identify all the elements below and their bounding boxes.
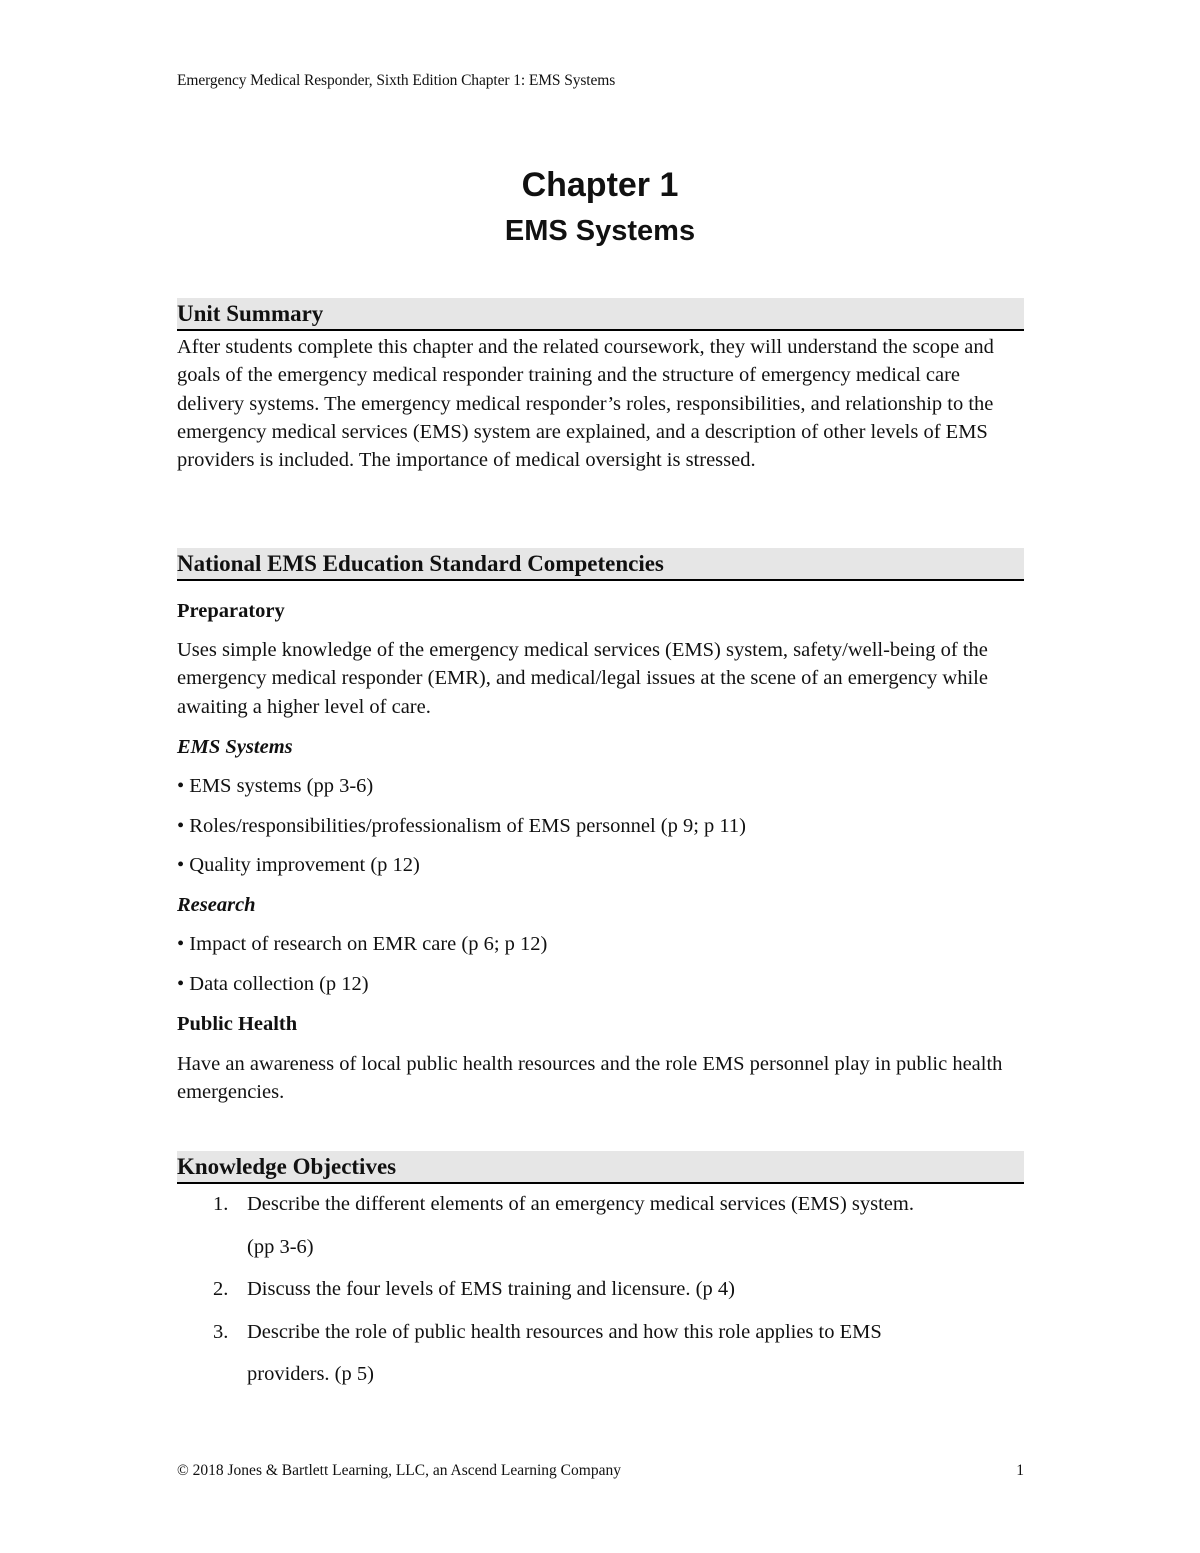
knowledge-objectives-heading: Knowledge Objectives xyxy=(177,1151,1024,1184)
preparatory-heading-wrap xyxy=(177,597,1024,625)
competencies-section xyxy=(177,548,1024,581)
objective-number: 2. xyxy=(213,1278,229,1300)
list-item xyxy=(177,1311,1024,1396)
objective-text: Describe the role of public health resources and how this role applies to EMS xyxy=(247,1320,882,1343)
ems-bullet-wrap-3 xyxy=(177,851,1024,879)
objective-text: Discuss the four levels of EMS training and licensure. (p 4) xyxy=(247,1278,735,1300)
competencies-heading: National EMS Education Standard Competencies xyxy=(177,548,1024,581)
research-heading: Research xyxy=(177,894,256,916)
chapter-title: Chapter 1 xyxy=(521,166,679,204)
ems-bullet-wrap-2 xyxy=(177,812,1024,840)
list-item xyxy=(177,1268,1024,1311)
preparatory-text: Uses simple knowledge of the emergency medical services (EMS) system, safety/well-being of the emergency medical responder (EMR), and medical/legal issues at the scene of an emergency while awaiting a higher level of care. xyxy=(177,639,988,718)
objective-text: Describe the different elements of an emergency medical services (EMS) system. xyxy=(247,1193,914,1215)
unit-summary-section xyxy=(177,298,1024,474)
copyright-text: © 2018 Jones & Bartlett Learning, LLC, an Ascend Learning Company xyxy=(177,1462,621,1479)
list-item: • Quality improvement (p 12) xyxy=(177,854,420,876)
objective-number: 3. xyxy=(213,1320,229,1343)
ems-systems-heading: EMS Systems xyxy=(177,736,293,758)
research-bullet-wrap-2 xyxy=(177,970,1024,998)
objective-text-continued: providers. (p 5) xyxy=(247,1363,374,1385)
list-item: • EMS systems (pp 3-6) xyxy=(177,775,374,797)
public-health-text-wrap xyxy=(177,1050,1024,1107)
research-heading-wrap xyxy=(177,891,1024,919)
objective-text-continued: (pp 3-6) xyxy=(247,1235,314,1258)
list-item: • Data collection (p 12) xyxy=(177,973,369,995)
objective-number: 1. xyxy=(213,1193,229,1215)
public-health-heading: Public Health xyxy=(177,1013,298,1035)
ems-systems-heading-wrap xyxy=(177,733,1024,761)
page-number: 1 xyxy=(1016,1462,1024,1479)
list-item xyxy=(177,1183,1024,1268)
page-footer xyxy=(177,1462,1024,1480)
preparatory-text-wrap xyxy=(177,636,1024,721)
ems-bullet-wrap-1 xyxy=(177,772,1024,800)
public-health-heading-wrap xyxy=(177,1010,1024,1038)
chapter-subtitle: EMS Systems xyxy=(504,215,696,247)
knowledge-objectives-section xyxy=(177,1151,1024,1396)
list-item: • Roles/responsibilities/professionalism of EMS personnel (p 9; p 11) xyxy=(177,815,746,837)
unit-summary-heading: Unit Summary xyxy=(177,298,1024,331)
unit-summary-text: After students complete this chapter and the related coursework, they will understand the scope and goals of the emergency medical responder training and the structure of emergency medical care delivery systems. The emergency medical responder’s roles, responsibilities, and relationship to the emergency medical services (EMS) system are explained, and a description of other levels of EMS providers is included. The importance of medical oversight is stressed. xyxy=(177,336,994,472)
list-item: • Impact of research on EMR care (p 6; p 12) xyxy=(177,933,548,955)
public-health-text: Have an awareness of local public health resources and the role EMS personnel play in public health emergencies. xyxy=(177,1053,1003,1104)
research-bullet-wrap-1 xyxy=(177,930,1024,958)
running-header: Emergency Medical Responder, Sixth Edition Chapter 1: EMS Systems xyxy=(177,72,616,89)
preparatory-heading: Preparatory xyxy=(177,600,285,622)
